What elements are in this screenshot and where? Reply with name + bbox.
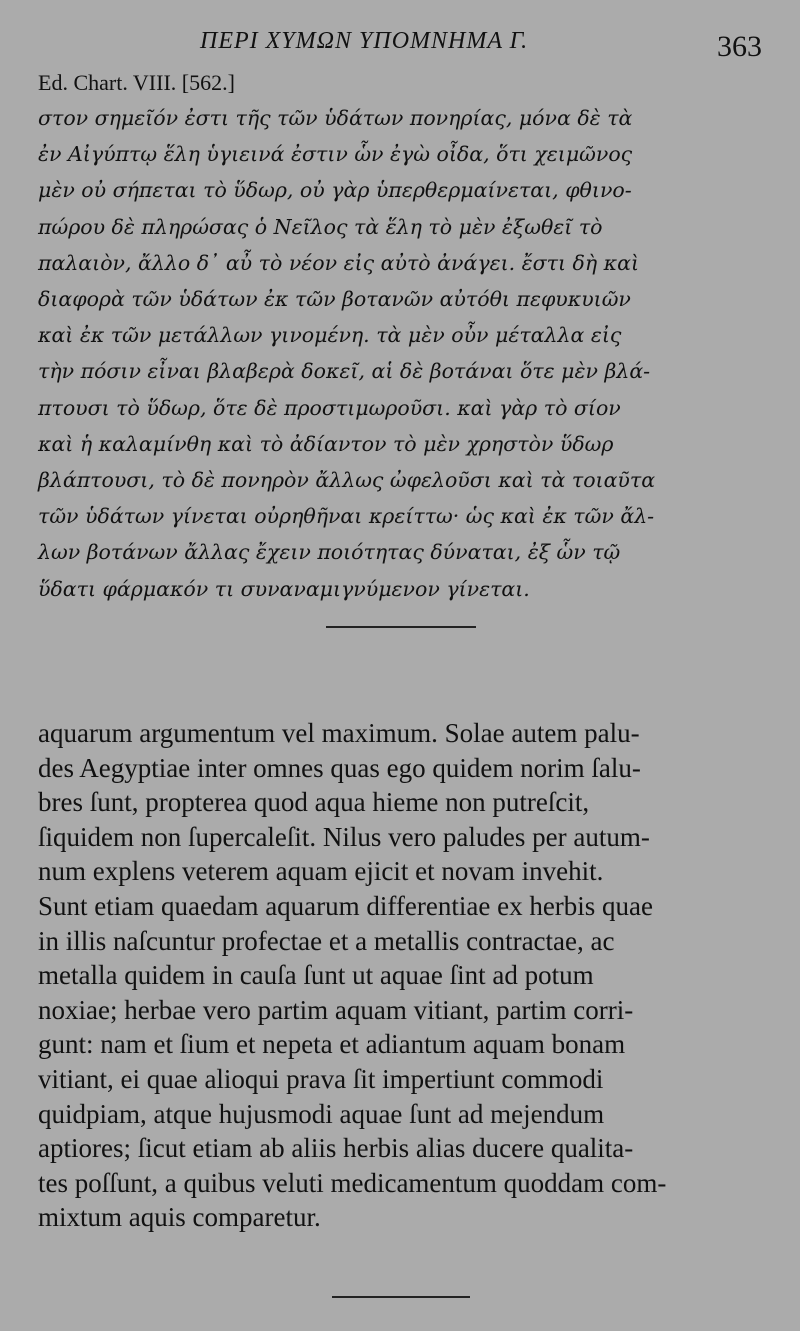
latin-text-block xyxy=(38,716,764,1235)
latin-text-line: ſiquidem non ſupercaleſit. Nilus vero paludes per autum- xyxy=(38,821,650,852)
latin-text-line: vitiant, ei quae alioqui prava ſit impertiunt commodi xyxy=(38,1063,604,1094)
greek-text-line: ὕδατι φάρμακόν τι συναναμιγνύμενον γίνεται. xyxy=(38,576,530,601)
greek-text-line: βλάπτουσι, τὸ δὲ πονηρὸν ἄλλως ὠφελοῦσι καὶ τὰ τοιαῦτα xyxy=(38,468,656,493)
greek-text-line: καὶ ἐκ τῶν μετάλλων γινομένη. τὰ μὲν οὖν μέταλλα εἰς xyxy=(38,323,622,348)
footer-rule xyxy=(332,1296,470,1298)
greek-text-line: στον σημεῖόν ἐστι τῆς τῶν ὑδάτων πονηρίας, μόνα δὲ τὰ xyxy=(38,106,633,130)
latin-text-line: aquarum argumentum vel maximum. Solae autem palu- xyxy=(38,718,640,748)
latin-text-line: noxiae; herbae vero partim aquam vitiant, partim corri- xyxy=(38,994,634,1025)
greek-text-line: πώρου δὲ πληρώσας ὁ Νεῖλος τὰ ἕλη τὸ μὲν ἐξωθεῖ τὸ xyxy=(38,214,603,239)
latin-text-line: aptiores; ſicut etiam ab aliis herbis alias ducere qualita- xyxy=(38,1133,634,1164)
page-number: 363 xyxy=(717,30,762,63)
latin-text-line: quidpiam, atque hujusmodi aquae ſunt ad mejendum xyxy=(38,1098,605,1129)
greek-text-line: μὲν οὐ σήπεται τὸ ὕδωρ, οὐ γὰρ ὑπερθερμαίνεται, φθινο- xyxy=(38,178,632,203)
greek-text-block xyxy=(38,100,764,607)
latin-text-line: num explens veterem aquam ejicit et novam invehit. xyxy=(38,856,604,887)
greek-text-line: ἐν Αἰγύπτῳ ἕλη ὑγιεινά ἐστιν ὧν ἐγὼ οἶδα, ὅτι χειμῶνος xyxy=(38,142,633,167)
edition-reference: Ed. Chart. VIII. [562.] xyxy=(38,70,235,95)
greek-text-line: διαφορὰ τῶν ὑδάτων ἐκ τῶν βοτανῶν αὐτόθι πεφυκυιῶν xyxy=(38,287,631,312)
greek-text-line: λων βοτάνων ἄλλας ἔχειν ποιότητας δύναται, ἐξ ὧν τῷ xyxy=(38,540,621,565)
latin-text-line: tes poſſunt, a quibus veluti medicamentum quoddam com- xyxy=(38,1167,667,1198)
section-divider xyxy=(326,626,476,628)
running-head: ΠΕΡΙ ΧΥΜΩΝ ΥΠΟΜΝΗΜΑ Γ. xyxy=(200,28,529,54)
latin-text-line: bres ſunt, propterea quod aqua hieme non putreſcit, xyxy=(38,787,590,818)
greek-text-line: πτουσι τὸ ὕδωρ, ὅτε δὲ προστιμωροῦσι. καὶ γὰρ τὸ σίον xyxy=(38,395,621,420)
greek-text-line: τῶν ὑδάτων γίνεται οὐρηθῆναι κρείττω· ὡς καὶ ἐκ τῶν ἄλ- xyxy=(38,504,655,529)
greek-text-line: παλαιὸν, ἄλλο δ᾽ αὖ τὸ νέον εἰς αὐτὸ ἀνάγει. ἔστι δὴ καὶ xyxy=(38,250,639,275)
latin-text-line: des Aegyptiae inter omnes quas ego quidem norim ſalu- xyxy=(38,752,641,783)
greek-text-line: τὴν πόσιν εἶναι βλαβερὰ δοκεῖ, αἱ δὲ βοτάναι ὅτε μὲν βλά- xyxy=(38,359,651,384)
latin-text-line: mixtum aquis comparetur. xyxy=(38,1202,321,1233)
latin-text-line: in illis naſcuntur profectae et a metallis contractae, ac xyxy=(38,925,615,956)
latin-text-line: metalla quidem in cauſa ſunt ut aquae ſint ad potum xyxy=(38,960,594,991)
latin-text-line: Sunt etiam quaedam aquarum differentiae ex herbis quae xyxy=(38,890,654,921)
greek-text-line: καὶ ἡ καλαμίνθη καὶ τὸ ἀδίαντον τὸ μὲν χρηστὸν ὕδωρ xyxy=(38,431,614,456)
latin-text-line: gunt: nam et ſium et nepeta et adiantum aquam bonam xyxy=(38,1029,626,1060)
